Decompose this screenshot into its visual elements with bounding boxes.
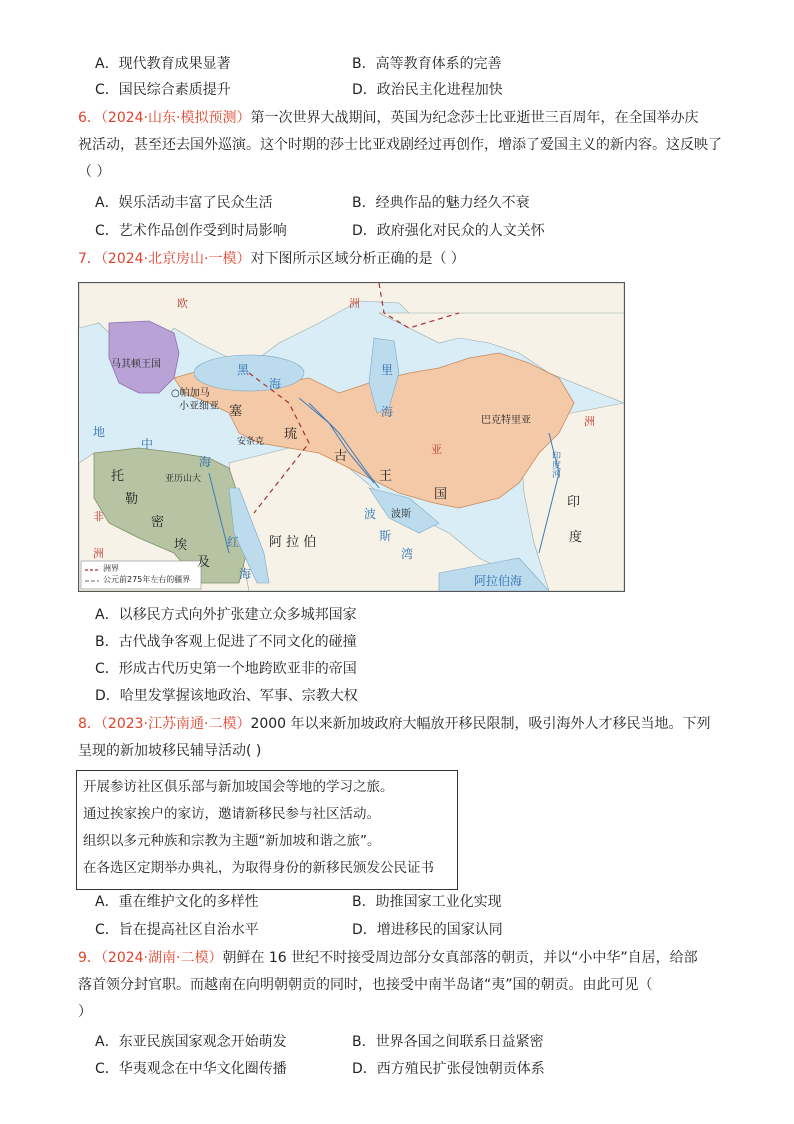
label-hei: 黑 (237, 363, 250, 377)
label-gu: 古 (334, 449, 348, 464)
q8-source: （2023·江苏南通·二模） (100, 716, 251, 732)
label-antioch: 安条克 (237, 437, 265, 447)
q6-stem-line1 (78, 108, 698, 128)
label-fei: 非 (93, 510, 104, 523)
label-zhong: 中 (141, 437, 154, 451)
label-wang: 王 (379, 469, 393, 484)
label-ou: 欧 (177, 297, 188, 310)
label-zhou-right: 洲 (584, 415, 595, 428)
q6-stem-line3: （ ） (78, 164, 111, 180)
label-hai-red: 海 (239, 567, 252, 581)
label-bo: 波 (364, 507, 377, 521)
q8-number: 8． (78, 716, 101, 732)
label-hai-med: 海 (199, 455, 212, 469)
label-du: 度 (569, 530, 583, 545)
q9-stem-line3: ） (78, 1004, 92, 1020)
q8-box-line3: 组织以多元种族和宗教为主题“新加坡和谐之旅”。 (83, 833, 381, 849)
q6-stem-1: 第一次世界大战期间，英国为纪念莎士比亚逝世三百周年，在全国举办庆 (250, 110, 699, 126)
q7-option-c[interactable]: C．形成古代历史第一个地跨欧亚非的帝国 (95, 661, 357, 677)
map-graphic (79, 283, 624, 591)
q8-stem-line1 (78, 714, 711, 734)
label-yin: 印 (567, 495, 581, 510)
label-guo: 国 (434, 487, 448, 502)
q5-option-d[interactable]: D．政治民主化进程加快 (352, 82, 503, 98)
label-le: 勒 (125, 492, 139, 507)
q6-number: 6． (78, 110, 101, 126)
label-asia-minor: 小亚细亚 (179, 401, 219, 412)
q9-stem-line1 (78, 948, 698, 968)
q8-option-d[interactable]: D．增进移民的国家认同 (352, 922, 503, 938)
label-si: 斯 (379, 529, 392, 543)
label-tuo: 托 (111, 469, 125, 484)
q8-option-c[interactable]: C．旨在提高社区自治水平 (95, 922, 259, 938)
legend-continent-label: 洲界 (103, 564, 119, 573)
q8-option-a[interactable]: A．重在维护文化的多样性 (95, 894, 259, 910)
q9-option-d[interactable]: D．西方殖民扩张侵蚀朝贡体系 (352, 1061, 545, 1077)
label-wan: 湾 (401, 547, 414, 561)
label-zhou-africa: 洲 (93, 547, 104, 560)
label-hai-caspian: 海 (381, 405, 394, 419)
q8-box-line1: 开展参访社区俱乐部与新加坡国会等地的学习之旅。 (83, 779, 394, 795)
label-indus-river: 印度河 (550, 451, 560, 478)
label-zhou-top: 洲 (349, 297, 360, 310)
label-ji: 及 (197, 555, 211, 570)
q6-option-b[interactable]: B．经典作品的魅力经久不衰 (352, 195, 530, 211)
q5-option-a[interactable]: A．现代教育成果显著 (95, 56, 231, 72)
q8-stem-line2: 呈现的新加坡移民辅导活动( ) (78, 743, 262, 759)
label-arabia: 阿 拉 伯 (269, 535, 317, 550)
q7-stem: 对下图所示区域分析正确的是（ ） (250, 251, 465, 267)
q6-option-c[interactable]: C．艺术作品创作受到时局影响 (95, 223, 287, 239)
q8-box-line4: 在各选区定期举办典礼，为取得身份的新移民颁发公民证书 (83, 860, 434, 876)
q9-option-c[interactable]: C．华夷观念在中华文化圈传播 (95, 1061, 287, 1077)
q8-stem-1: 2000 年以来新加坡政府大幅放开移民限制，吸引海外人才移民当地。下列 (250, 716, 711, 732)
label-kuai: 埃 (174, 538, 188, 553)
label-liu: 琉 (284, 427, 298, 442)
label-bactria: 巴克特里亚 (481, 415, 531, 426)
q9-stem-line2: 落首领分封官职。而越南在向明朝朝贡的同时，也接受中南半岛诸“夷”国的朝贡。由此可见（ (78, 977, 653, 993)
label-bosi: 波斯 (391, 509, 411, 520)
q6-stem-line2: 祝活动，甚至还去国外巡演。这个时期的莎士比亚戏剧经过再创作，增添了爱国主义的新内容。这反映了 (78, 137, 722, 153)
q7-source: （2024·北京房山·一模） (100, 251, 251, 267)
q5-option-c[interactable]: C．国民综合素质提升 (95, 82, 231, 98)
label-mi: 密 (151, 515, 165, 530)
q8-material-box (76, 770, 458, 890)
q6-option-a[interactable]: A．娱乐活动丰富了民众生活 (95, 195, 273, 211)
label-hong: 红 (227, 535, 240, 549)
label-di: 地 (93, 425, 106, 439)
q7-number: 7． (78, 251, 101, 267)
label-ya: 亚 (431, 443, 442, 456)
label-alexandria: 亚历山大 (165, 474, 202, 484)
q7-stem-line (78, 249, 465, 269)
q6-option-d[interactable]: D．政府强化对民众的人文关怀 (352, 223, 545, 239)
q5-option-b[interactable]: B．高等教育体系的完善 (352, 56, 502, 72)
q7-option-b[interactable]: B．古代战争客观上促进了不同文化的碰撞 (95, 634, 357, 650)
label-arabian-sea: 阿拉伯海 (474, 574, 523, 588)
q9-source: （2024·湖南·二模） (100, 950, 223, 966)
q7-option-a[interactable]: A．以移民方式向外扩张建立众多城邦国家 (95, 607, 357, 623)
q8-box-line2: 通过挨家挨户的家访，邀请新移民参与社区活动。 (83, 806, 380, 822)
q6-source: （2024·山东·模拟预测） (100, 110, 251, 126)
q9-number: 9． (78, 950, 101, 966)
q9-option-a[interactable]: A．东亚民族国家观念开始萌发 (95, 1034, 287, 1050)
label-macedonia: 马其顿王国 (111, 359, 161, 370)
q8-option-b[interactable]: B．助推国家工业化实现 (352, 894, 502, 910)
legend-border-label: 公元前275年左右的疆界 (103, 575, 191, 584)
label-pergamon: ○帕加马 (171, 388, 210, 399)
q7-option-d[interactable]: D．哈里发掌握该地政治、军事、宗教大权 (95, 688, 358, 704)
q9-option-b[interactable]: B．世界各国之间联系日益紧密 (352, 1034, 544, 1050)
q9-stem-1: 朝鲜在 16 世纪不时接受周边部分女真部落的朝贡，并以“小中华”自居，给部 (222, 950, 698, 966)
label-sai: 塞 (229, 404, 243, 419)
label-li: 里 (381, 363, 394, 377)
historical-map (78, 282, 625, 592)
label-hai-black: 海 (269, 377, 282, 391)
